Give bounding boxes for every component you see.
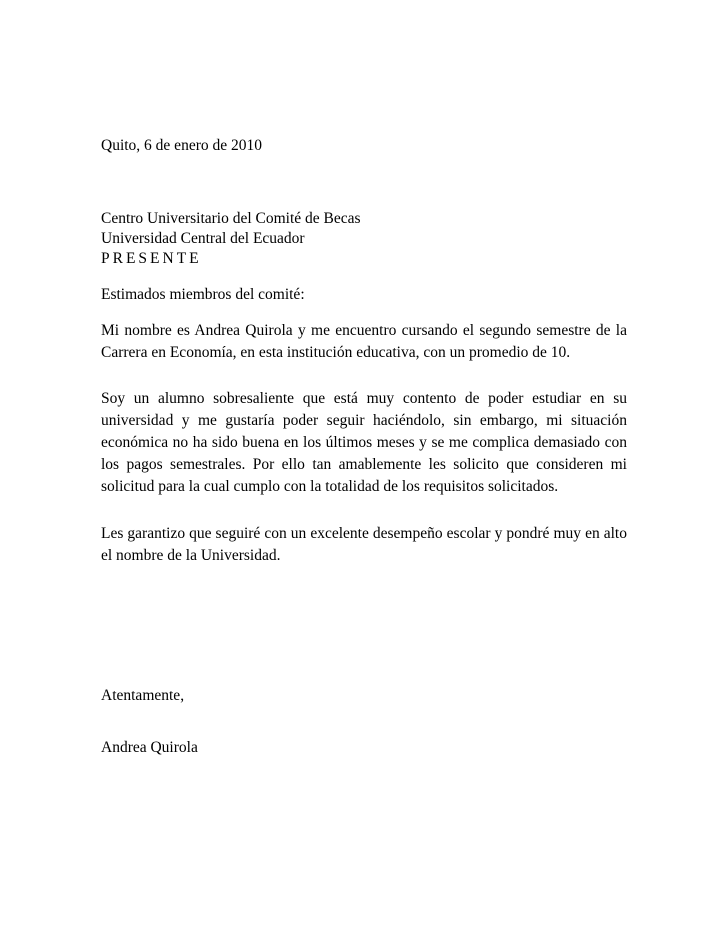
body-paragraph-1: Mi nombre es Andrea Quirola y me encuentro cursando el segundo semestre de la Carrera en Economía, en esta institución educativa, con un promedio de 10. xyxy=(101,322,627,361)
body-paragraph-2: Soy un alumno sobresaliente que está muy contento de poder estudiar en su universidad y me gustaría poder seguir haciéndolo, sin embargo, mi situación económica no ha sido buena en los últimos meses y se me complica demasiado con los pagos semestrales. Por ello tan amablemente les solicito que consideren mi solicitud para la cual cumplo con la totalidad de los requisitos solicitados. xyxy=(101,390,627,495)
body-paragraph-3: Les garantizo que seguiré con un excelente desempeño escolar y pondré muy en alto el nombre de la Universidad. xyxy=(101,525,627,564)
signature-name: Andrea Quirola xyxy=(101,739,198,756)
recipient-line-1: Centro Universitario del Comité de Becas xyxy=(101,210,361,227)
letter-page xyxy=(101,0,627,942)
recipient-line-2: Universidad Central del Ecuador xyxy=(101,230,305,247)
recipient-line-3: PRESENTE xyxy=(101,250,202,267)
salutation: Estimados miembros del comité: xyxy=(101,286,305,303)
letter-date: Quito, 6 de enero de 2010 xyxy=(101,137,262,154)
closing: Atentamente, xyxy=(101,687,185,704)
